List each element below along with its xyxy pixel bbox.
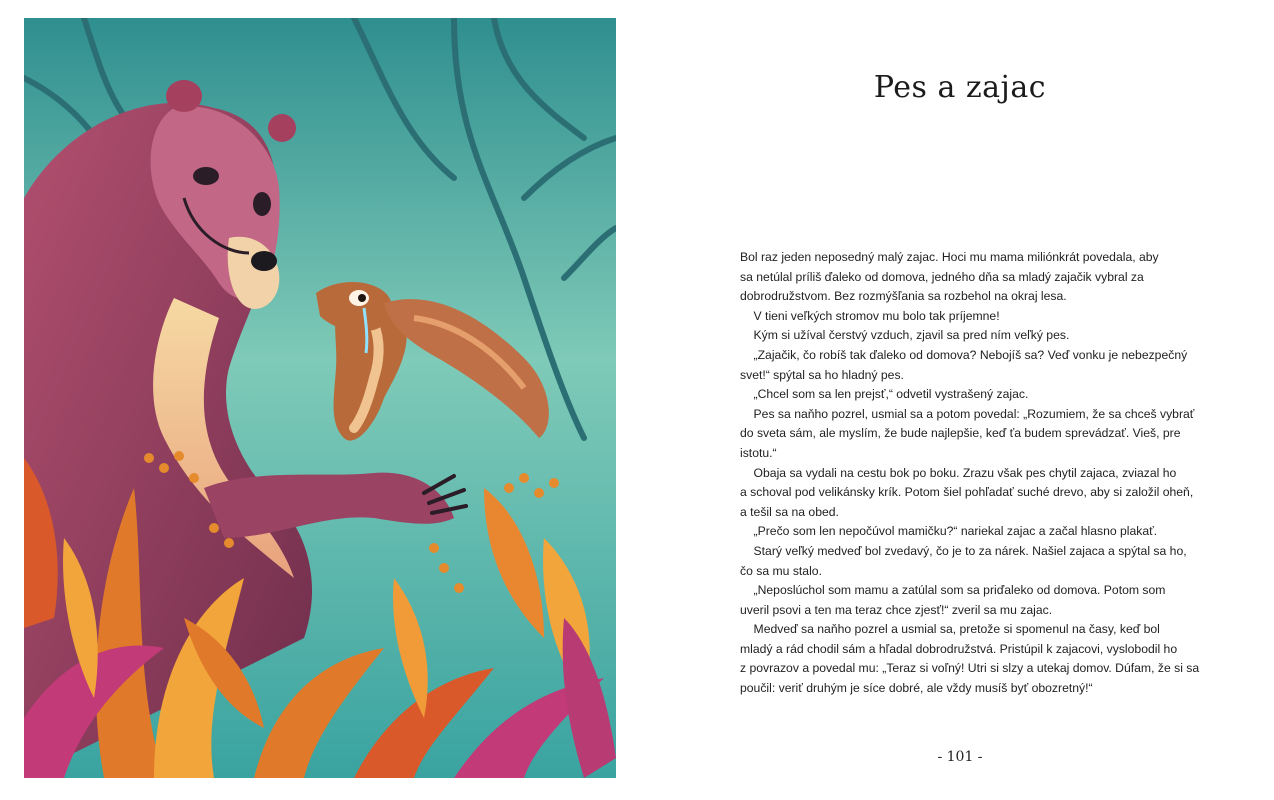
story-line: sa netúlal príliš ďaleko od domova, jedného dňa sa mladý zajačik vybral za	[740, 269, 1144, 284]
bear-nose	[251, 251, 277, 271]
story-line: uveril psovi a ten ma teraz chce zjesť!“ zveril sa mu zajac.	[740, 602, 1053, 617]
bear-ear-right	[268, 114, 296, 142]
story-line: z povrazov a povedal mu: „Teraz si voľný! Utri si slzy a utekaj domov. Dúfam, že si sa	[740, 661, 1200, 676]
story-title: Pes a zajac	[873, 70, 1047, 105]
story-illustration	[24, 18, 616, 778]
story-line: Obaja sa vydali na cestu bok po boku. Zrazu však pes chytil zajaca, zviazal ho	[740, 465, 1177, 480]
story-text	[740, 248, 1200, 699]
story-line: čo sa mu stalo.	[740, 563, 822, 578]
story-line: Bol raz jeden neposedný malý zajac. Hoci mu mama miliónkrát povedala, aby	[740, 250, 1159, 264]
story-line: „Neposlúchol som mamu a zatúlal som sa priďaleko od domova. Potom som	[740, 583, 1166, 598]
story-line: „Prečo som len nepočúvol mamičku?“ nariekal zajac a začal hlasno plakať.	[740, 524, 1158, 539]
story-line: istotu.“	[740, 445, 777, 460]
story-line: „Zajačik, čo robíš tak ďaleko od domova? Nebojíš sa? Veď vonku je nebezpečný	[740, 347, 1188, 362]
story-line: svet!“ spýtal sa ho hladný pes.	[740, 367, 904, 382]
story-line: a tešil sa na obed.	[740, 504, 839, 519]
story-line: Pes sa naňho pozrel, usmial sa a potom povedal: „Rozumiem, že sa chceš vybrať	[740, 406, 1195, 421]
bear-ear-left	[166, 80, 202, 112]
story-line: dobrodružstvom. Bez rozmýšľania sa rozbehol na okraj lesa.	[740, 289, 1067, 304]
story-line: Medveď sa naňho pozrel a usmial sa, pretože si spomenul na časy, keď bol	[740, 622, 1160, 637]
bear-eye-right	[253, 192, 271, 216]
story-line: a schoval pod velikánsky krík. Potom šiel pohľadať suché drevo, aby si založil oheň,	[740, 485, 1194, 500]
story-line: poučil: veriť druhým je síce dobré, ale vždy musíš byť obozretný!“	[740, 681, 1093, 696]
story-line: do sveta sám, ale myslím, že bude najlepšie, keď ťa budem sprevádzať. Vieš, pre	[740, 426, 1181, 441]
story-line: Starý veľký medveď bol zvedavý, čo je to za nárek. Našiel zajaca a spýtal sa ho,	[740, 543, 1187, 558]
page-number: - 101 -	[937, 749, 983, 765]
story-line: V tieni veľkých stromov mu bolo tak príjemne!	[740, 308, 1000, 323]
bear-eye-left	[193, 167, 219, 185]
story-line: „Chcel som sa len prejsť,“ odvetil vystrašený zajac.	[740, 387, 1029, 402]
story-line: Kým si užíval čerstvý vzduch, zjavil sa pred ním veľký pes.	[740, 328, 1070, 343]
story-line: mladý a rád chodil sám a hľadal dobrodružstvá. Pristúpil k zajacovi, vyslobodil ho	[740, 641, 1178, 656]
